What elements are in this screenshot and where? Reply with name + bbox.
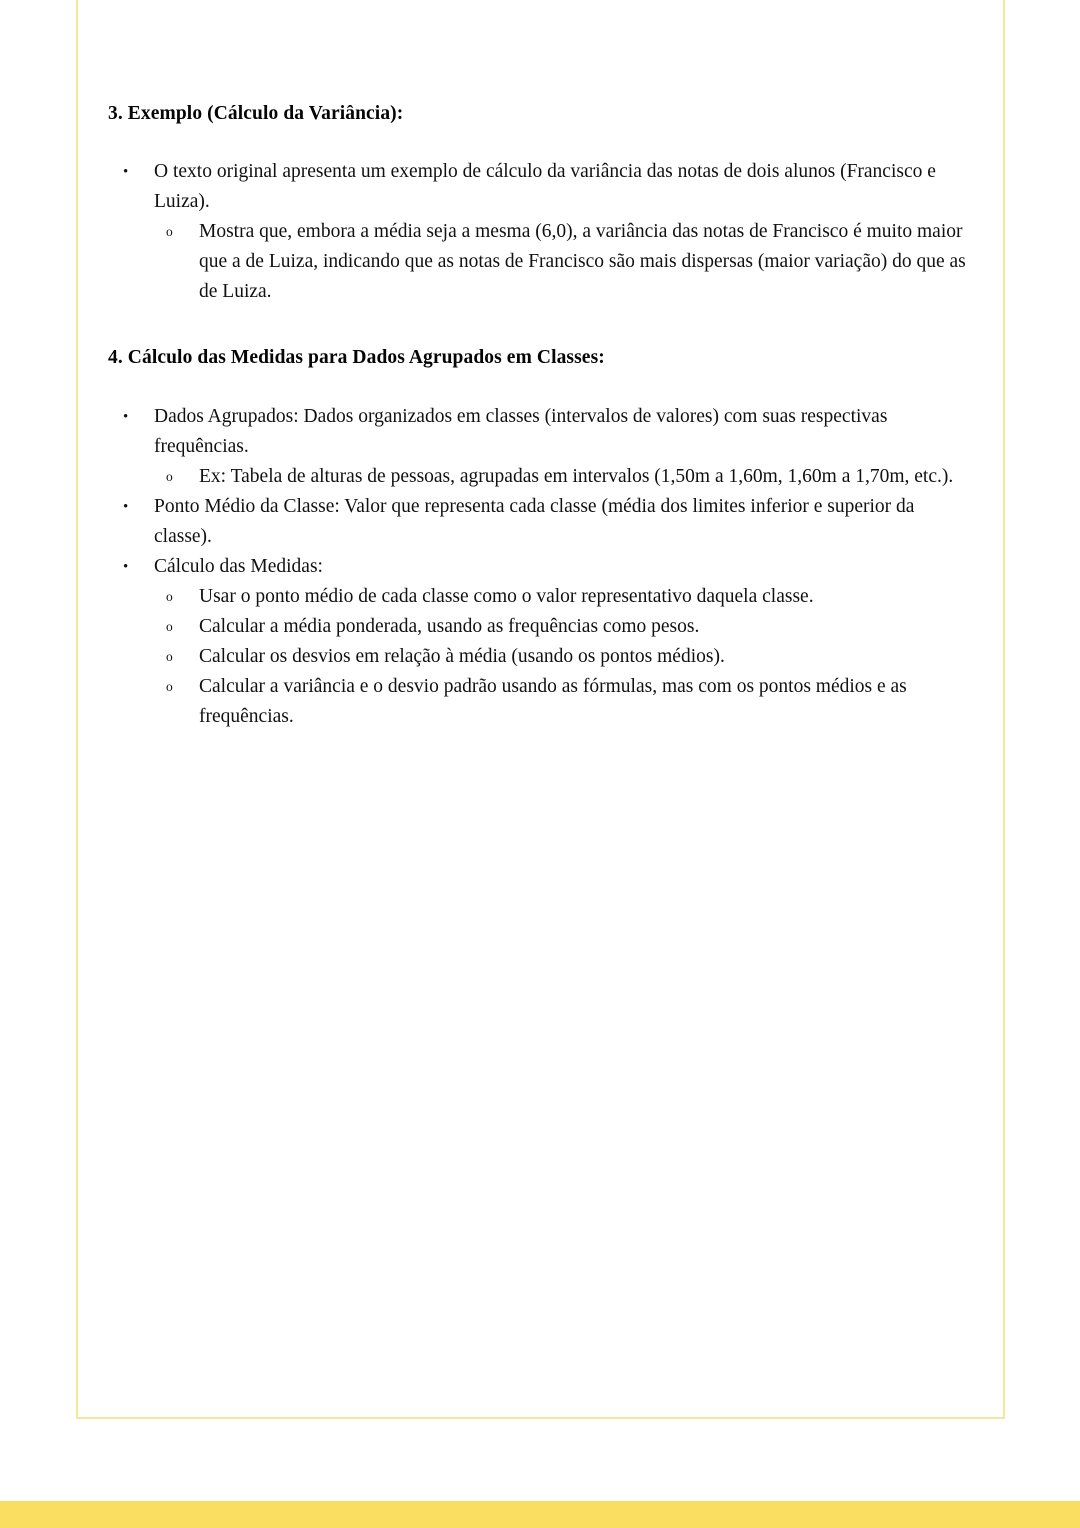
list-item-text: Calcular a média ponderada, usando as frequências como pesos. (199, 615, 700, 637)
bullet-circle-icon: o (166, 468, 173, 484)
list-item (115, 157, 968, 307)
list-item-text: Cálculo das Medidas: (154, 555, 323, 577)
list-item-text: Calcular a variância e o desvio padrão usando as fórmulas, mas com os pontos médios e as frequências. (199, 675, 907, 727)
list-item (159, 217, 968, 307)
bullet-disc-icon: • (123, 408, 129, 425)
bullet-disc-icon: • (123, 498, 129, 515)
bullet-circle-icon: o (166, 224, 173, 240)
sub-bullet-list (115, 217, 968, 307)
bullet-list-section-3 (108, 157, 968, 307)
bullet-list-section-4 (108, 402, 968, 732)
sub-bullet-list (115, 582, 968, 732)
list-item (159, 582, 968, 612)
list-item-text: Mostra que, embora a média seja a mesma (6,0), a variância das notas de Francisco é muito maior que a de Luiza, indicando que as notas de Francisco são mais dispersas (maior variação) do que as de Luiza. (199, 221, 966, 303)
list-item-text: Dados Agrupados: Dados organizados em classes (intervalos de valores) com suas respectivas frequências. (154, 405, 888, 457)
section-heading-3: 3. Exemplo (Cálculo da Variância): (108, 103, 404, 124)
bottom-accent-bar (0, 1501, 1080, 1528)
list-item (115, 552, 968, 732)
bullet-circle-icon: o (166, 648, 173, 664)
bullet-circle-icon: o (166, 618, 173, 634)
spacer (108, 307, 968, 345)
spacer (108, 127, 968, 157)
list-item (159, 462, 968, 492)
list-item-text: Ex: Tabela de alturas de pessoas, agrupadas em intervalos (1,50m a 1,60m, 1,60m a 1,70m, etc.). (199, 465, 954, 487)
list-item (159, 672, 968, 732)
list-item-text: O texto original apresenta um exemplo de cálculo da variância das notas de dois alunos (Francisco e Luiza). (154, 161, 936, 213)
list-item-text: Usar o ponto médio de cada classe como o valor representativo daquela classe. (199, 585, 814, 607)
bullet-disc-icon: • (123, 558, 129, 575)
bullet-disc-icon: • (123, 164, 129, 181)
list-item (159, 642, 968, 672)
sub-bullet-list (115, 462, 968, 492)
list-item-text: Calcular os desvios em relação à média (usando os pontos médios). (199, 645, 725, 667)
list-item (159, 612, 968, 642)
document-content (108, 101, 968, 732)
list-item-text: Ponto Médio da Classe: Valor que representa cada classe (média dos limites inferior e superior da classe). (154, 495, 915, 547)
bullet-circle-icon: o (166, 588, 173, 604)
bullet-circle-icon: o (166, 678, 173, 694)
spacer (108, 372, 968, 402)
list-item (115, 402, 968, 492)
list-item (115, 492, 968, 552)
section-heading-4: 4. Cálculo das Medidas para Dados Agrupados em Classes: (108, 347, 605, 369)
